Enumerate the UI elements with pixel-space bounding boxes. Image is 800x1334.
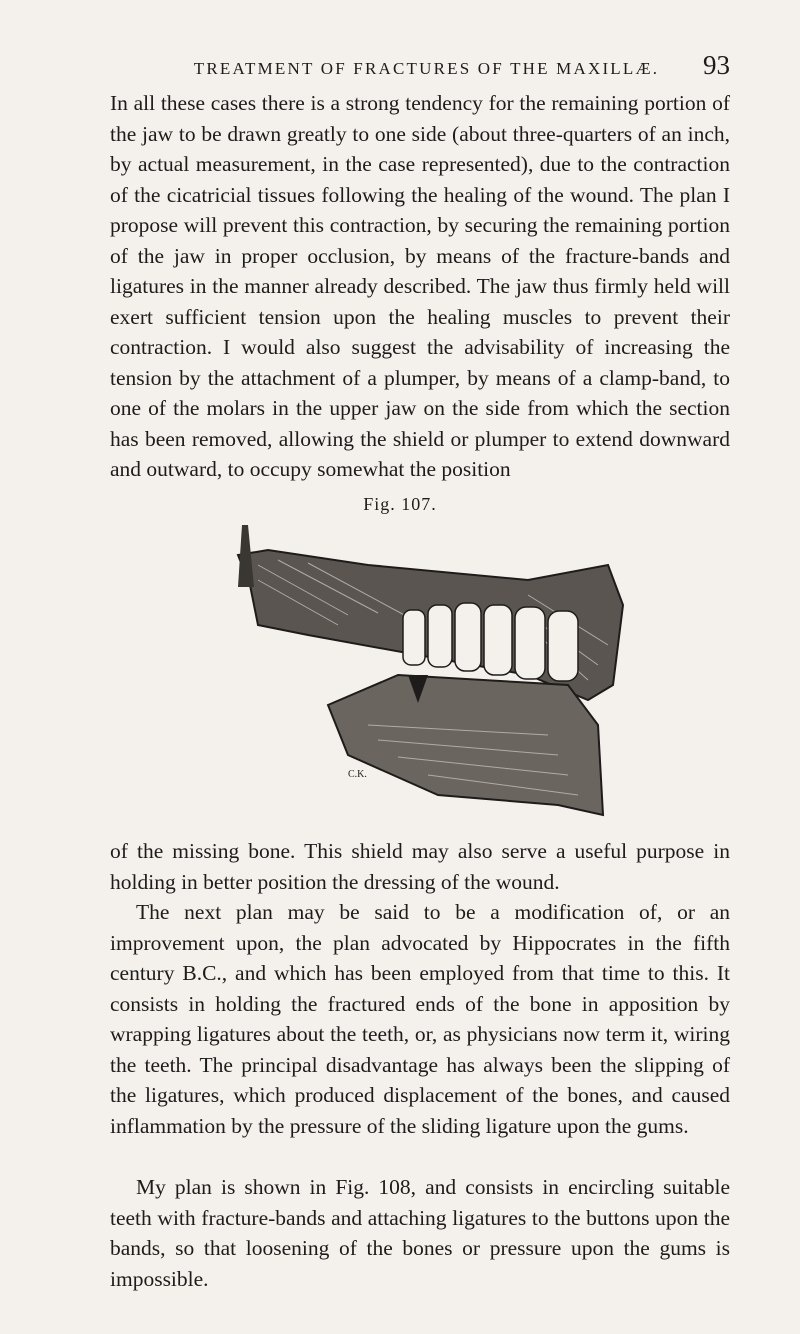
page-number: 93 <box>703 50 730 80</box>
teeth-row <box>403 603 578 681</box>
paragraph-2: of the missing bone. This shield may also serve a useful purpose in holding in better position the dressing of the wound. <box>110 839 730 894</box>
lower-jaw <box>328 675 603 815</box>
paragraph-4: My plan is shown in Fig. 108, and consists in encircling suitable teeth with fracture-bands and attaching ligatures to the buttons upon the bands, so that loosening of the bones or pressure upon the gums is impossible. <box>110 1175 730 1291</box>
paragraph-1: In all these cases there is a strong tendency for the remaining portion of the jaw to be drawn greatly to one side (about three-quarters of an inch, by actual measurement, in the case represented), due to the contraction of the cicatricial tissues following the healing of the wound. The plan I propose will prevent this contraction, by securing the remaining portion of the jaw in proper occlusion, by means of the fracture-bands and ligatures in the manner already described. The jaw thus firmly held will exert sufficient tension upon the healing muscles to prevent their contraction. I would also suggest the advisability of increasing the tension by the attachment of a plumper, by means of a clamp-band, to one of the molars in the upper jaw on the side from which the section has been removed, allowing the shield or plumper to extend downward and outward, to occupy somewhat the position <box>110 91 730 481</box>
engraver-mark: C.K. <box>348 769 367 780</box>
running-head <box>110 50 730 81</box>
paragraph-3: The next plan may be said to be a modification of, or an improvement upon, the plan advocated by Hippocrates in the fifth century B.C., and which has been employed from that time to this. It consists in holding the fractured ends of the bone in apposition by wrapping ligatures about the teeth, or, as physicians now term it, wiring the teeth. The principal disadvantage has always been the slipping of the ligatures, which produced displacement of the bones, and caused inflammation by the pressure of the sliding ligature upon the gums. <box>110 900 730 1138</box>
figure-caption: Fig. 107. <box>363 494 437 514</box>
running-head-title: TREATMENT OF FRACTURES OF THE MAXILLÆ. <box>193 59 660 78</box>
jaw-plumper-figure <box>228 525 630 830</box>
